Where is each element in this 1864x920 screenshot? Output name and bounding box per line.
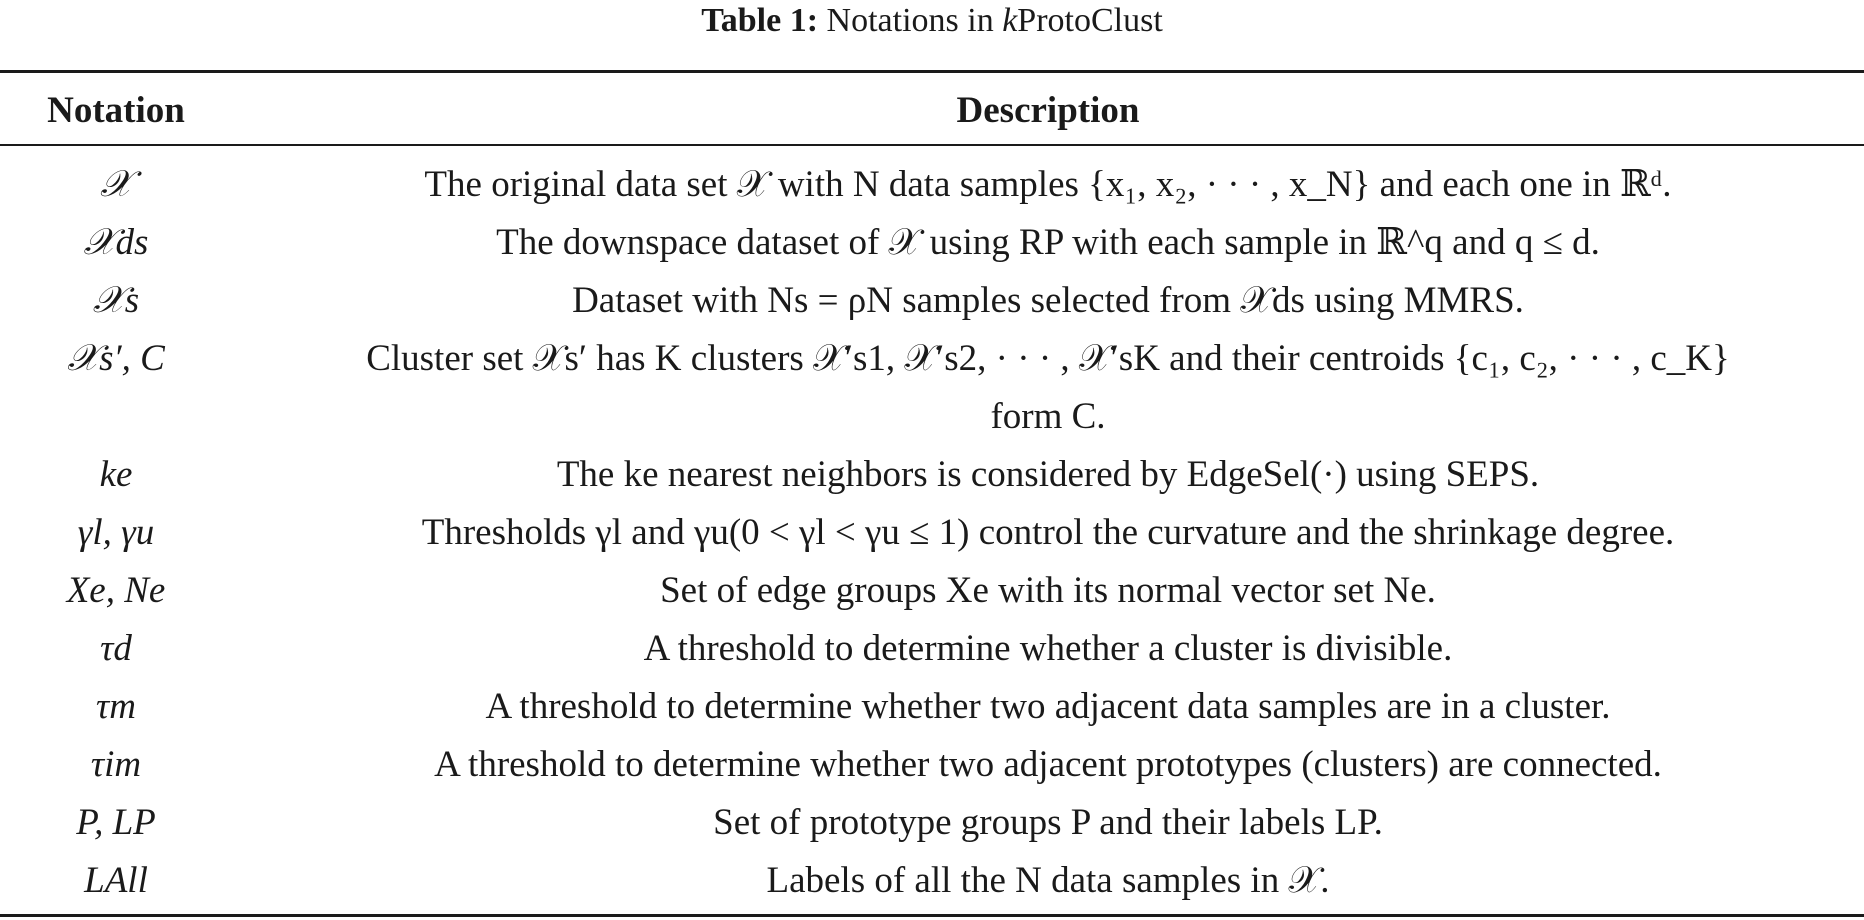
bottom-rule xyxy=(0,914,1864,917)
header-notation: Notation xyxy=(47,90,185,131)
table-body xyxy=(0,156,1864,910)
notation-cell: 𝒳s xyxy=(92,280,140,321)
header-description: Description xyxy=(956,90,1140,131)
table-row xyxy=(0,272,1864,330)
table-caption xyxy=(0,0,1864,42)
caption-label: Table 1: xyxy=(701,2,819,39)
caption-text-suffix: ProtoClust xyxy=(1017,2,1163,39)
description-cell: Dataset with Ns = ρN samples selected from 𝒳ds using MMRS. xyxy=(572,280,1524,321)
table-row xyxy=(0,330,1864,446)
notation-cell: 𝒳 xyxy=(100,164,132,205)
table-row xyxy=(0,214,1864,272)
notation-cell: τim xyxy=(90,744,142,785)
description-cell: The original data set 𝒳 with N data samples {x₁, x₂, · · · , x_N} and each one in ℝᵈ. xyxy=(424,164,1672,205)
table-header xyxy=(0,82,1864,140)
description-cell: A threshold to determine whether two adjacent prototypes (clusters) are connected. xyxy=(434,744,1662,785)
notation-cell: τd xyxy=(100,628,132,669)
table-row xyxy=(0,504,1864,562)
description-cell xyxy=(232,330,1864,446)
description-cell: Set of prototype groups P and their labels LP. xyxy=(713,802,1383,843)
table-row xyxy=(0,562,1864,620)
table-row xyxy=(0,678,1864,736)
caption-italic-k: k xyxy=(1002,2,1018,39)
description-cell: The ke nearest neighbors is considered by EdgeSel(·) using SEPS. xyxy=(556,454,1540,495)
description-cell: A threshold to determine whether a cluster is divisible. xyxy=(643,628,1453,669)
header-rule xyxy=(0,144,1864,146)
table-row xyxy=(0,620,1864,678)
caption-text-prefix: Notations in xyxy=(818,2,1003,39)
description-cell: Labels of all the N data samples in 𝒳. xyxy=(766,860,1330,901)
notation-cell: P, LP xyxy=(76,802,156,843)
notation-cell: ke xyxy=(99,454,133,495)
notation-cell: 𝒳ds xyxy=(83,222,149,263)
table-row xyxy=(0,794,1864,852)
notation-cell: 𝒳s′, C xyxy=(67,338,165,379)
description-line-2: form C. xyxy=(990,396,1106,437)
description-cell: Set of edge groups Xe with its normal vector set Ne. xyxy=(660,570,1436,611)
table-row xyxy=(0,446,1864,504)
table-row xyxy=(0,852,1864,910)
notation-cell: τm xyxy=(96,686,136,727)
table-row xyxy=(0,736,1864,794)
description-cell: The downspace dataset of 𝒳 using RP with each sample in ℝ^q and q ≤ d. xyxy=(496,222,1600,263)
notation-cell: Xe, Ne xyxy=(66,570,166,611)
notation-cell: LAll xyxy=(84,860,148,901)
description-cell: A threshold to determine whether two adjacent data samples are in a cluster. xyxy=(485,686,1611,727)
table-row xyxy=(0,156,1864,214)
description-cell: Thresholds γl and γu(0 < γl < γu ≤ 1) control the curvature and the shrinkage degree. xyxy=(421,512,1675,553)
notation-cell: γl, γu xyxy=(77,512,155,553)
description-line-1: Cluster set 𝒳s′ has K clusters 𝒳′s1, 𝒳′s2, · · · , 𝒳′sK and their centroids {c₁, c₂, · · · , c_K} xyxy=(366,338,1730,379)
top-rule xyxy=(0,70,1864,73)
